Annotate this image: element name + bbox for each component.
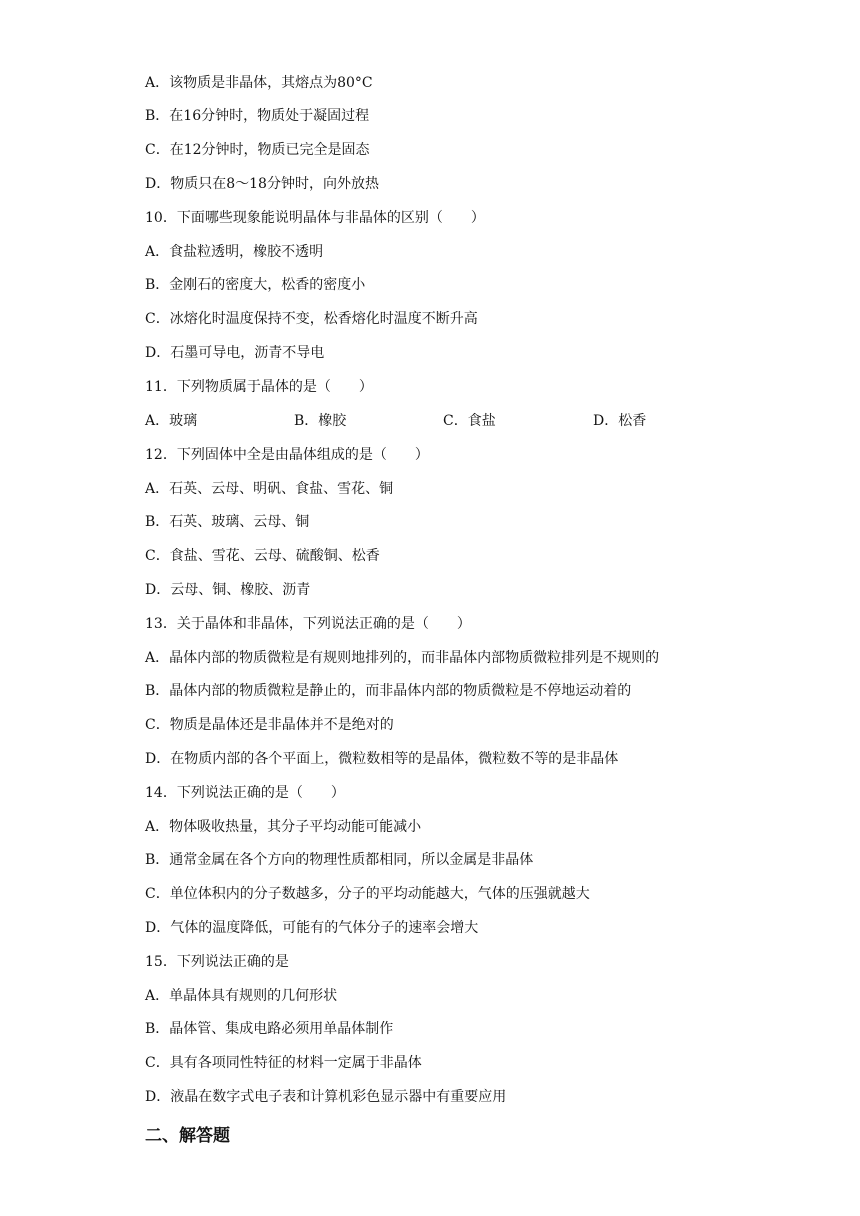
section-heading: 二、解答题	[145, 1126, 230, 1146]
q12-option-d: D．云母、铜、橡胶、沥青	[145, 582, 311, 598]
q13-option-a: A．晶体内部的物质微粒是有规则地排列的，而非晶体内部物质微粒排列是不规则的	[145, 650, 660, 666]
q10-option-a: A．食盐粒透明，橡胶不透明	[145, 244, 324, 260]
q12-option-b: B．石英、玻璃、云母、铜	[145, 514, 310, 530]
q13-option-d: D．在物质内部的各个平面上，微粒数相等的是晶体，微粒数不等的是非晶体	[145, 751, 619, 767]
q10-option-d: D．石墨可导电，沥青不导电	[145, 345, 325, 361]
q15-option-c: C．具有各项同性特征的材料一定属于非晶体	[145, 1055, 422, 1071]
q13-option-b: B．晶体内部的物质微粒是静止的，而非晶体内部的物质微粒是不停地运动着的	[145, 683, 632, 699]
q9-option-d: D．物质只在8～18分钟时，向外放热	[145, 176, 379, 192]
q9-option-c: C．在12分钟时，物质已完全是固态	[145, 142, 370, 158]
q12-stem: 12．下列固体中全是由晶体组成的是（ ）	[145, 447, 429, 463]
q14-option-c: C．单位体积内的分子数越多，分子的平均动能越大，气体的压强就越大	[145, 886, 590, 902]
q15-stem: 15．下列说法正确的是	[145, 954, 289, 970]
q13-stem: 13．关于晶体和非晶体，下列说法正确的是（ ）	[145, 616, 471, 632]
q15-option-d: D．液晶在数字式电子表和计算机彩色显示器中有重要应用	[145, 1089, 507, 1105]
q14-option-b: B．通常金属在各个方向的物理性质都相同，所以金属是非晶体	[145, 852, 534, 868]
q9-option-a: A．该物质是非晶体，其熔点为80°C	[145, 75, 373, 91]
q9-option-b: B．在16分钟时，物质处于凝固过程	[145, 108, 370, 124]
q11-option-d: D．松香	[593, 413, 647, 429]
q11-option-b: B．橡胶	[294, 413, 347, 429]
q14-option-d: D．气体的温度降低，可能有的气体分子的速率会增大	[145, 920, 479, 936]
q12-option-a: A．石英、云母、明矾、食盐、雪花、铜	[145, 481, 394, 497]
q11-option-a: A．玻璃	[145, 413, 198, 429]
q11-stem: 11．下列物质属于晶体的是（ ）	[145, 379, 373, 395]
q13-option-c: C．物质是晶体还是非晶体并不是绝对的	[145, 717, 394, 733]
q10-option-b: B．金刚石的密度大，松香的密度小	[145, 277, 366, 293]
q14-option-a: A．物体吸收热量，其分子平均动能可能减小	[145, 819, 422, 835]
q15-option-a: A．单晶体具有规则的几何形状	[145, 988, 338, 1004]
q10-stem: 10．下面哪些现象能说明晶体与非晶体的区别（ ）	[145, 210, 485, 226]
q11-option-c: C．食盐	[443, 413, 496, 429]
q15-option-b: B．晶体管、集成电路必须用单晶体制作	[145, 1021, 394, 1037]
q12-option-c: C．食盐、雪花、云母、硫酸铜、松香	[145, 548, 380, 564]
q10-option-c: C．冰熔化时温度保持不变，松香熔化时温度不断升高	[145, 311, 478, 327]
q14-stem: 14．下列说法正确的是（ ）	[145, 785, 345, 801]
